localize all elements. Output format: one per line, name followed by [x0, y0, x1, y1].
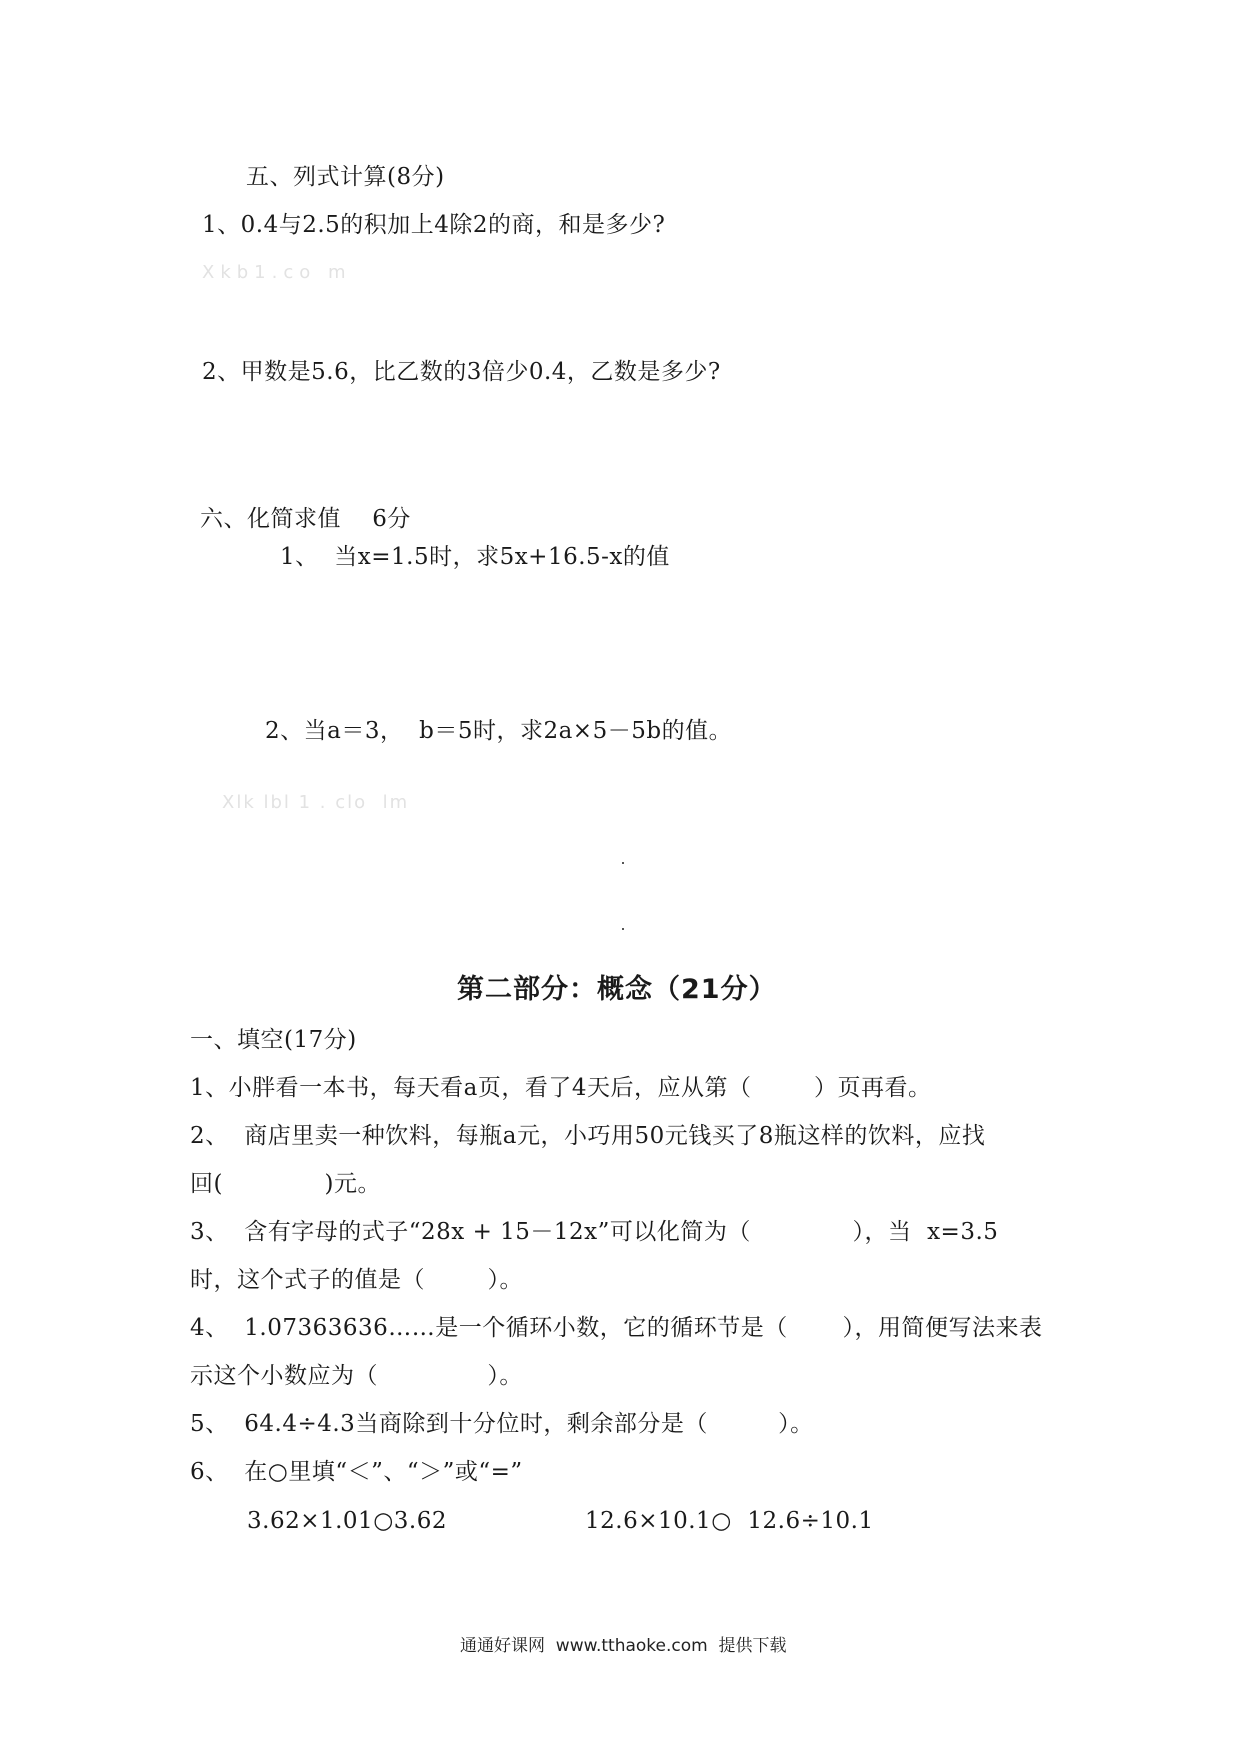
- fill-in-line: 6、 在○里填“＜”、“＞”或“=”: [190, 1459, 523, 1485]
- fill-in-line: 示这个小数应为（ ）。: [190, 1363, 523, 1389]
- part2-heading: 第二部分：概念（21分）: [457, 974, 777, 1005]
- section6-question-2: 2、当a＝3， b＝5时，求2a×5－5b的值。: [265, 718, 733, 744]
- fill-in-line: 4、 1.07363636……是一个循环小数，它的循环节是（ ），用简便写法来表: [190, 1315, 1043, 1341]
- section6-title: 六、化简求值 6分: [200, 506, 411, 532]
- fill-in-line: 5、 64.4÷4.3当商除到十分位时，剩余部分是（ ）。: [190, 1411, 814, 1437]
- fill-in-line: 时，这个式子的值是（ ）。: [190, 1267, 523, 1293]
- watermark: Xkb1.co m: [202, 262, 352, 283]
- fill-in-line: 1、小胖看一本书，每天看a页，看了4天后，应从第（ ）页再看。: [190, 1075, 932, 1101]
- fill-in-title: 一、填空(17分): [190, 1027, 357, 1053]
- scan-speck: [622, 928, 624, 930]
- section5-title: 五、列式计算(8分): [246, 164, 445, 190]
- watermark: Xlk lbl 1 . clo lm: [222, 792, 410, 813]
- compare-left: 3.62×1.01○3.62: [247, 1508, 447, 1534]
- scan-speck: [622, 862, 624, 864]
- section5-question-1: 1、0.4与2.5的积加上4除2的商，和是多少?: [202, 212, 666, 238]
- fill-in-line: 回( )元。: [190, 1171, 381, 1197]
- compare-right: 12.6×10.1○ 12.6÷10.1: [585, 1508, 874, 1534]
- footer-source: 通通好课网 www.tthaoke.com 提供下载: [460, 1636, 787, 1656]
- fill-in-line: 3、 含有字母的式子“28x + 15－12x”可以化简为（ ），当 x=3.5: [190, 1219, 999, 1245]
- fill-in-line: 2、 商店里卖一种饮料，每瓶a元，小巧用50元钱买了8瓶这样的饮料，应找: [190, 1123, 986, 1149]
- section5-question-2: 2、甲数是5.6，比乙数的3倍少0.4，乙数是多少?: [202, 359, 721, 385]
- section6-question-1: 1、 当x=1.5时，求5x+16.5-x的值: [280, 544, 670, 570]
